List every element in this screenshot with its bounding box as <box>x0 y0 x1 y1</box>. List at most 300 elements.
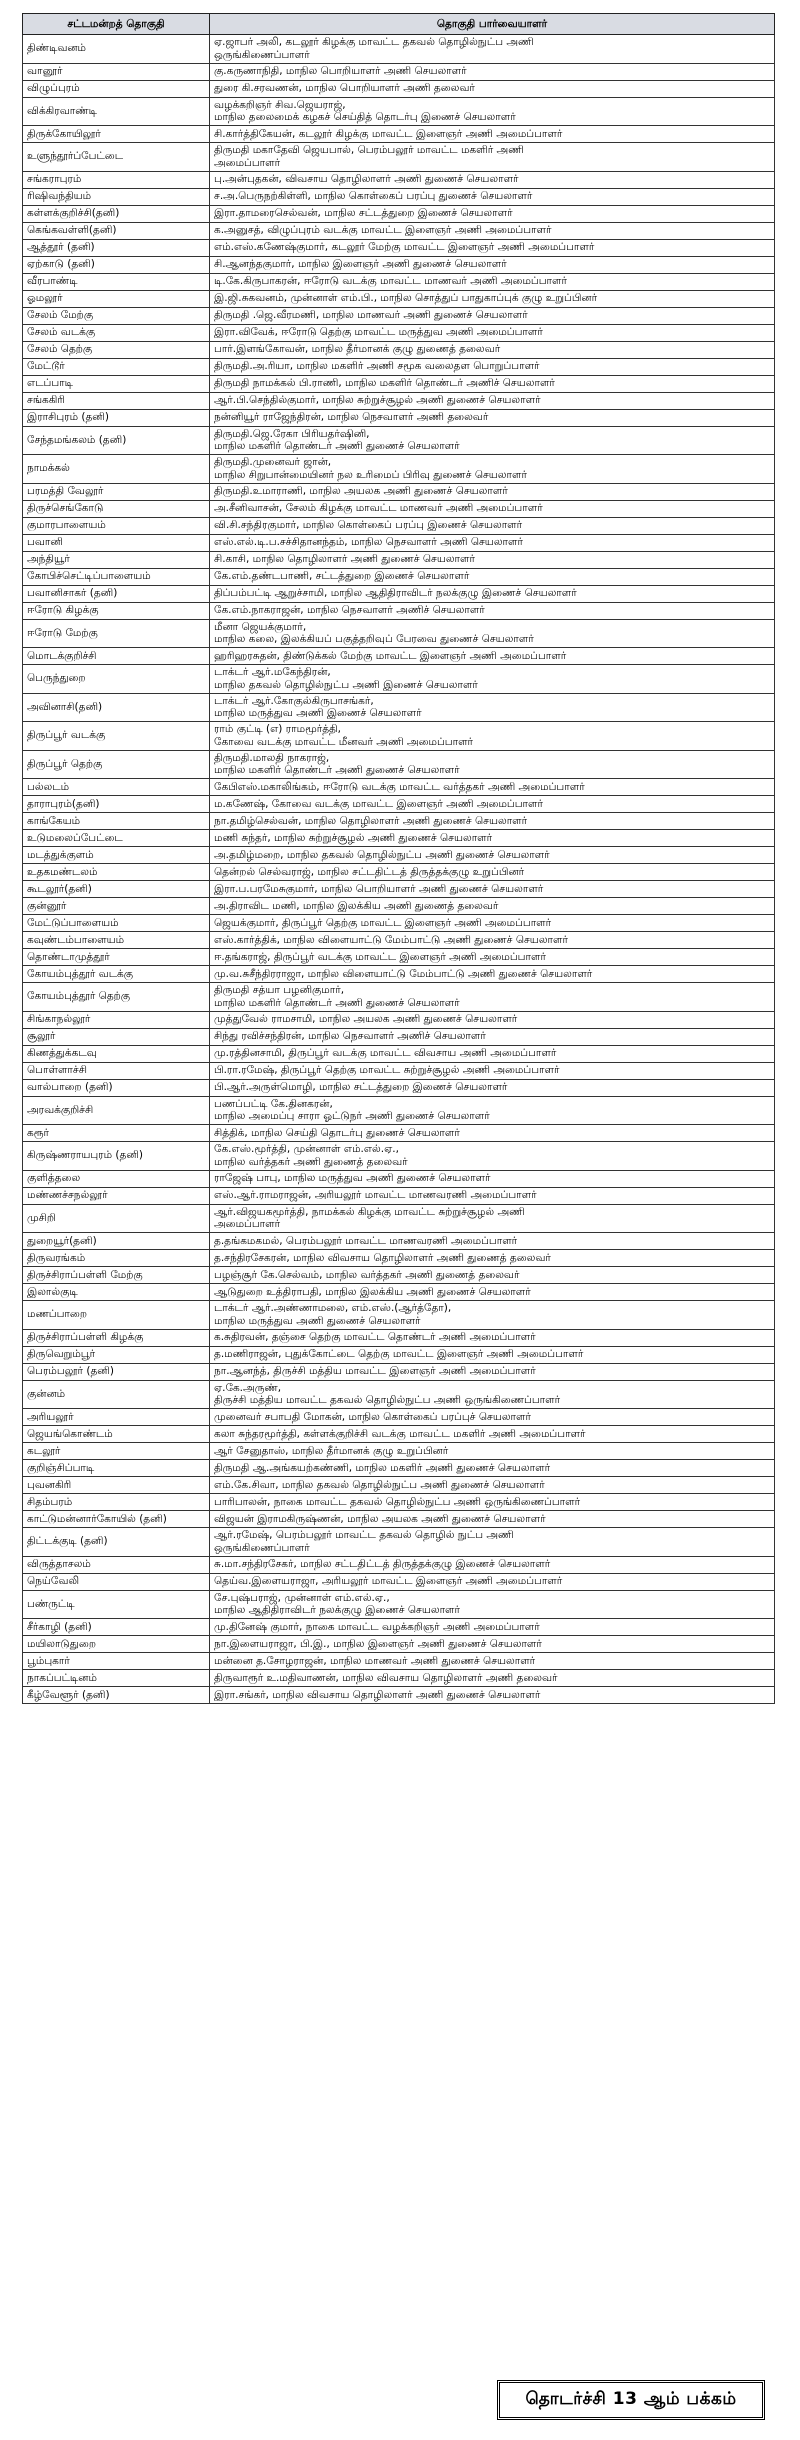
observer-cell <box>210 722 775 751</box>
constituency-cell: சூலூர் <box>23 1028 210 1045</box>
constituency-cell: குன்னூர் <box>23 898 210 915</box>
observer-cell <box>210 1670 775 1687</box>
constituency-cell: இராசிபுரம் (தனி) <box>23 409 210 426</box>
table-row <box>23 898 775 915</box>
observer-cell <box>210 1187 775 1204</box>
observer-cell <box>210 1443 775 1460</box>
observer-line: ஆர்.ரமேஷ், பெரம்பலூர் மாவட்ட தகவல் தொழில் நுட்ப அணி <box>214 1529 514 1542</box>
constituency-cell: குளித்தலை <box>23 1170 210 1187</box>
table-row <box>23 1062 775 1079</box>
observer-cell <box>210 1250 775 1267</box>
observer-line: தெய்வ.இளையராஜா, அரியலூர் மாவட்ட இளைஞர் அணி அமைப்பாளர் <box>214 1575 563 1588</box>
observer-cell <box>210 1079 775 1096</box>
observer-line: கோவை வடக்கு மாவட்ட மீனவர் அணி அமைப்பாளர் <box>214 735 474 748</box>
table-row <box>23 1301 775 1330</box>
constituency-cell: சேலம் தெற்கு <box>23 341 210 358</box>
constituency-cell: கூடலூர்(தனி) <box>23 881 210 898</box>
table-row <box>23 847 775 864</box>
observer-line: த.சந்திரசேகரன், மாநில விவசாய தொழிலாளர் அணி துணைத் தலைவர் <box>214 1251 551 1264</box>
table-row <box>23 171 775 188</box>
constituency-cell: முசிறி <box>23 1204 210 1233</box>
observer-line: திருமதி சத்யா பழனிகுமார், <box>214 984 345 997</box>
table-row <box>23 1494 775 1511</box>
observer-cell <box>210 143 775 172</box>
table-row <box>23 63 775 80</box>
table-row <box>23 813 775 830</box>
constituency-cell: பல்லடம் <box>23 779 210 796</box>
observer-cell <box>210 966 775 983</box>
observer-cell <box>210 205 775 222</box>
constituency-cell: திருப்பூர் வடக்கு <box>23 722 210 751</box>
observer-line: கே.எஸ்.மூர்த்தி, முன்னாள் எம்.எல்.ஏ., <box>214 1143 399 1156</box>
table-row <box>23 455 775 484</box>
observer-cell <box>210 483 775 500</box>
table-row <box>23 392 775 409</box>
constituency-cell: திண்டிவனம் <box>23 35 210 64</box>
table-row <box>23 1011 775 1028</box>
observer-cell <box>210 750 775 779</box>
constituency-cell: சங்ககிரி <box>23 392 210 409</box>
constituency-cell: சிதம்பரம் <box>23 1494 210 1511</box>
observer-cell <box>210 1511 775 1528</box>
constituency-cell: திட்டக்குடி (தனி) <box>23 1528 210 1557</box>
observer-cell <box>210 813 775 830</box>
header-observer: தொகுதி பார்வையாளர் <box>210 14 775 35</box>
observer-cell <box>210 341 775 358</box>
observer-line: இரா.சங்கர், மாநில விவசாய தொழிலாளர் அணி துணைச் செயலாளர் <box>214 1688 541 1701</box>
constituency-cell: மேட்டுப்பாளையம் <box>23 915 210 932</box>
table-row <box>23 722 775 751</box>
observer-line: நா.தமிழ்செல்வன், மாநில தொழிலாளர் அணி துணைச் செயலாளர் <box>214 814 528 827</box>
constituency-cell: பெருந்துறை <box>23 665 210 694</box>
constituency-cell: சேலம் மேற்கு <box>23 307 210 324</box>
table-row <box>23 1443 775 1460</box>
observer-cell <box>210 1426 775 1443</box>
constituency-cell: திருச்செங்கோடு <box>23 500 210 517</box>
table-row <box>23 1619 775 1636</box>
observer-cell <box>210 1346 775 1363</box>
observer-cell <box>210 409 775 426</box>
table-row <box>23 1079 775 1096</box>
observer-line: பு.அன்புதகன், விவசாய தொழிலாளர் அணி துணைச் செயலாளர் <box>214 173 519 186</box>
observer-line: திருமதி .ஜெ.வீரமணி, மாநில மாணவர் அணி துணைச் செயலாளர் <box>214 309 528 322</box>
table-row <box>23 1329 775 1346</box>
observer-line: மு.ரத்தினசாமி, திருப்பூர் வடக்கு மாவட்ட விவசாய அணி அமைப்பாளர் <box>214 1047 557 1060</box>
table-row <box>23 1250 775 1267</box>
observer-line: பி.ரா.ரமேஷ், திருப்பூர் தெற்கு மாவட்ட சுற்றுச்சூழல் அணி அமைப்பாளர் <box>214 1064 560 1077</box>
observer-line: ஹரிஹரசுதன், திண்டுக்கல் மேற்கு மாவட்ட இளைஞர் அணி அமைப்பாளர் <box>214 649 567 662</box>
observer-cell <box>210 602 775 619</box>
constituency-cell: குன்னம் <box>23 1380 210 1409</box>
constituency-cell: கள்ளக்குறிச்சி(தனி) <box>23 205 210 222</box>
observer-line: எஸ்.ஆர்.ராமராஜன், அரியலூர் மாவட்ட மாணவரணி அமைப்பாளர் <box>214 1189 537 1202</box>
constituency-cell: வீரபாண்டி <box>23 273 210 290</box>
constituency-cell: வானூர் <box>23 63 210 80</box>
table-row <box>23 1096 775 1125</box>
observer-cell <box>210 1409 775 1426</box>
observer-cell <box>210 188 775 205</box>
observer-line: பி.ஆர்.அருள்மொழி, மாநில சட்டத்துறை இணைச் செயலாளர் <box>214 1081 508 1094</box>
observer-line: துரை கி.சரவணன், மாநில பொறியாளர் அணி தலைவர் <box>214 82 475 95</box>
table-row <box>23 1687 775 1704</box>
table-row <box>23 1142 775 1171</box>
table-row <box>23 585 775 602</box>
constituency-cell: நாமக்கல் <box>23 455 210 484</box>
table-row <box>23 1363 775 1380</box>
table-row <box>23 779 775 796</box>
observer-cell <box>210 1125 775 1142</box>
observer-line: மாநில மருத்துவ அணி இணைச் செயலாளர் <box>214 707 422 720</box>
observer-line: மு.தினேஷ் குமார், நாகை மாவட்ட வழக்கறிஞர் அணி அமைப்பாளர் <box>214 1620 540 1633</box>
observer-cell <box>210 375 775 392</box>
observer-line: கே.எம்.நாகராஜன், மாநில நெசவாளர் அணிச் செயலாளர் <box>214 604 485 617</box>
observer-line: ஏ.கே.அருண், <box>214 1381 282 1394</box>
observer-line: சே.புஷ்பராஜ், முன்னாள் எம்.எல்.ஏ., <box>214 1591 390 1604</box>
observer-line: மாநில தகவல் தொழில்நுட்ப அணி இணைச் செயலாளர் <box>214 678 478 691</box>
constituency-cell: உடுமலைப்பேட்டை <box>23 830 210 847</box>
constituency-cell: திருப்பூர் தெற்கு <box>23 750 210 779</box>
observer-cell <box>210 619 775 648</box>
table-row <box>23 239 775 256</box>
observer-line: இரா.தாமரைசெல்வன், மாநில சட்டத்துறை இணைச் செயலாளர் <box>214 207 513 220</box>
constituency-cell: ஏற்காடு (தனி) <box>23 256 210 273</box>
observer-cell <box>210 1477 775 1494</box>
constituency-cell: பொள்ளாச்சி <box>23 1062 210 1079</box>
constituency-cell: திருச்சிராப்பள்ளி மேற்கு <box>23 1267 210 1284</box>
constituency-cell: புவனகிரி <box>23 1477 210 1494</box>
constituency-cell: திருச்சிராப்பள்ளி கிழக்கு <box>23 1329 210 1346</box>
observer-line: மு.வ.சுசீந்திரராஜா, மாநில விளையாட்டு மேம்பாட்டு அணி துணைச் செயலாளர் <box>214 967 593 980</box>
observer-cell <box>210 80 775 97</box>
table-row <box>23 307 775 324</box>
constituency-cell: ஈரோடு மேற்கு <box>23 619 210 648</box>
table-body <box>23 35 775 1704</box>
constituency-cell: மயிலாடுதுறை <box>23 1636 210 1653</box>
observer-line: க.சுதிரவன், தஞ்சை தெற்கு மாவட்ட தொண்டர் அணி அமைப்பாளர் <box>214 1331 536 1344</box>
observer-line: சு.மா.சந்திரசேகர், மாநில சட்டதிட்டத் திருத்தக்குழு இணைச் செயலாளர் <box>214 1558 551 1571</box>
constituency-cell: தாராபுரம்(தனி) <box>23 796 210 813</box>
observer-line: ராஜேஷ் பாபு, மாநில மருத்துவ அணி துணைச் செயலாளர் <box>214 1172 491 1185</box>
observer-line: மாநில மருத்துவ அணி துணைச் செயலாளர் <box>214 1314 421 1327</box>
observer-cell <box>210 1045 775 1062</box>
observer-line: ஒருங்கிணைப்பாளர் <box>214 48 310 61</box>
observer-cell <box>210 324 775 341</box>
observer-line: சி.ஆனந்தகுமார், மாநில இளைஞர் அணி துணைச் செயலாளர் <box>214 258 507 271</box>
table-row <box>23 796 775 813</box>
table-row <box>23 1346 775 1363</box>
observer-line: ஜெயக்குமார், திருப்பூர் தெற்கு மாவட்ட இளைஞர் அணி அமைப்பாளர் <box>214 916 552 929</box>
constituency-cell: பண்ருட்டி <box>23 1590 210 1619</box>
constituency-cell: காட்டுமன்னார்கோயில் (தனி) <box>23 1511 210 1528</box>
observer-line: மாநில மகளிர் தொண்டர் அணி துணைச் செயலாளர் <box>214 764 460 777</box>
table-row <box>23 358 775 375</box>
observer-line: க.அனுசத், விழுப்புரம் வடக்கு மாவட்ட இளைஞர் அணி அமைப்பாளர் <box>214 224 552 237</box>
observer-cell <box>210 568 775 585</box>
table-row <box>23 1670 775 1687</box>
observer-line: இரா.விவேக், ஈரோடு தெற்கு மாவட்ட மருத்துவ அணி அமைப்பாளர் <box>214 326 543 339</box>
table-row <box>23 188 775 205</box>
observer-line: அ.தமிழ்மறை, மாநில தகவல் தொழில்நுட்ப அணி துணைச் செயலாளர் <box>214 848 550 861</box>
table-row <box>23 915 775 932</box>
table-row <box>23 80 775 97</box>
table-row <box>23 205 775 222</box>
observer-line: மாநில கலை, இலக்கியப் பகுத்தறிவுப் பேரவை துணைச் செயலாளர் <box>214 633 534 646</box>
constituency-cell: கெங்கவள்ளி(தனி) <box>23 222 210 239</box>
header-constituency: சட்டமன்றத் தொகுதி <box>23 14 210 35</box>
observer-line: மீனா ஜெயக்குமார், <box>214 620 307 633</box>
observer-cell <box>210 932 775 949</box>
table-row <box>23 324 775 341</box>
observer-line: கு.கருணாநிதி, மாநில பொறியாளர் அணி செயலாளர் <box>214 65 467 78</box>
table-row <box>23 483 775 500</box>
observer-line: திருமதி.அ.ரியா, மாநில மகளிர் அணி சமூக வலைதள பொறுப்பாளர் <box>214 360 540 373</box>
observer-cell <box>210 1142 775 1171</box>
table-row <box>23 750 775 779</box>
observer-cell <box>210 1062 775 1079</box>
observer-cell <box>210 534 775 551</box>
observer-line: வி.சி.சந்திரகுமார், மாநில கொள்கைப் பரப்பு இணைச் செயலாளர் <box>214 519 523 532</box>
observer-line: ஆடுதுறை உத்திராபதி, மாநில இலக்கிய அணி துணைச் செயலாளர் <box>214 1285 531 1298</box>
observer-cell <box>210 392 775 409</box>
constituency-cell: பவானிசாகர் (தனி) <box>23 585 210 602</box>
observer-cell <box>210 1301 775 1330</box>
observer-line: கலா சுந்தரமூர்த்தி, கள்ளக்குறிச்சி வடக்கு மாவட்ட மகளிர் அணி அமைப்பாளர் <box>214 1427 586 1440</box>
observer-cell <box>210 290 775 307</box>
table-row <box>23 1636 775 1653</box>
table-row <box>23 648 775 665</box>
observer-cell <box>210 1170 775 1187</box>
table-row <box>23 534 775 551</box>
constituency-cell: குறிஞ்சிப்பாடி <box>23 1460 210 1477</box>
observer-line: மன்னை த.சோழராஜன், மாநில மாணவர் அணி துணைச் செயலாளர் <box>214 1654 536 1667</box>
observer-line: ராம் குட்டி (எ) ராமமூர்த்தி, <box>214 723 341 736</box>
observer-cell <box>210 1653 775 1670</box>
table-row <box>23 949 775 966</box>
constituency-cell: வால்பாறை (தனி) <box>23 1079 210 1096</box>
observer-line: நன்னியூர் ராஜேந்திரன், மாநில நெசவாளர் அணி தலைவர் <box>214 411 489 424</box>
constituency-cell: கிருஷ்ணராயபுரம் (தனி) <box>23 1142 210 1171</box>
table-row <box>23 35 775 64</box>
table-row <box>23 1590 775 1619</box>
observer-line: வழக்கறிஞர் சிவ.ஜெயராஜ், <box>214 98 346 111</box>
observer-cell <box>210 665 775 694</box>
observer-line: திருவாரூர் உ.மதிவாணன், மாநில விவசாய தொழிலாளர் அணி தலைவர் <box>214 1671 558 1684</box>
table-row <box>23 864 775 881</box>
constituency-cell: சேந்தமங்கலம் (தனி) <box>23 426 210 455</box>
observer-line: எஸ்.கார்த்திக், மாநில விளையாட்டு மேம்பாட்டு அணி துணைச் செயலாளர் <box>214 933 568 946</box>
constituency-cell: சேலம் வடக்கு <box>23 324 210 341</box>
observer-line: பாரிபாலன், நாகை மாவட்ட தகவல் தொழில்நுட்ப அணி ஒருங்கிணைப்பாளர் <box>214 1495 581 1508</box>
observer-cell <box>210 1556 775 1573</box>
observer-line: ஆர்.விஜயகமூர்த்தி, நாமக்கல் கிழக்கு மாவட்ட சுற்றுச்சூழல் அணி <box>214 1205 525 1218</box>
observer-line: எம்.எஸ்.கணேஷ்குமார், கடலூர் மேற்கு மாவட்ட இளைஞர் அணி அமைப்பாளர் <box>214 241 595 254</box>
observer-line: த.மணிராஜன், புதுக்கோட்டை தெற்கு மாவட்ட இளைஞர் அணி அமைப்பாளர் <box>214 1348 584 1361</box>
observer-line: மாநில மகளிர் தொண்டர் அணி துணைச் செயலாளர் <box>214 440 460 453</box>
table-row <box>23 568 775 585</box>
observer-line: மாநில மகளிர் தொண்டர் அணி துணைச் செயலாளர் <box>214 996 460 1009</box>
observer-line: டி.கே.கிருபாகரன், ஈரோடு வடக்கு மாவட்ட மாணவர் அணி அமைப்பாளர் <box>214 275 567 288</box>
observer-cell <box>210 1096 775 1125</box>
table-row <box>23 409 775 426</box>
observer-cell <box>210 1028 775 1045</box>
observer-line: பார்.இளங்கோவன், மாநில தீர்மானக் குழு துணைத் தலைவர் <box>214 343 501 356</box>
constituency-cell: மொடக்குறிச்சி <box>23 648 210 665</box>
constituency-cell: திருவெறும்பூர் <box>23 1346 210 1363</box>
observer-line: அமைப்பாளர் <box>214 156 281 169</box>
table-row <box>23 1477 775 1494</box>
observer-cell <box>210 171 775 188</box>
table-row <box>23 881 775 898</box>
table-row <box>23 1528 775 1557</box>
constituency-cell: கரூர் <box>23 1125 210 1142</box>
constituency-cell: மேட்டூர் <box>23 358 210 375</box>
observer-cell <box>210 693 775 722</box>
constituency-cell: ஈரோடு கிழக்கு <box>23 602 210 619</box>
constituency-cell: சீர்காழி (தனி) <box>23 1619 210 1636</box>
observer-cell <box>210 1619 775 1636</box>
constituency-cell: பரமத்தி வேலூர் <box>23 483 210 500</box>
constituency-cell: குமாரபாளையம் <box>23 517 210 534</box>
table-row <box>23 551 775 568</box>
observer-cell <box>210 1329 775 1346</box>
constituency-cell: அரியலூர் <box>23 1409 210 1426</box>
table-row <box>23 375 775 392</box>
table-row <box>23 426 775 455</box>
table-row <box>23 966 775 983</box>
observer-line: நா.ஆனந்த், திருச்சி மத்திய மாவட்ட இளைஞர் அணி அமைப்பாளர் <box>214 1365 536 1378</box>
observer-cell <box>210 898 775 915</box>
observer-cell <box>210 426 775 455</box>
observer-line: கேபிஎஸ்.மகாலிங்கம், ஈரோடு வடக்கு மாவட்ட வர்த்தகர் அணி அமைப்பாளர் <box>214 780 585 793</box>
observer-cell <box>210 273 775 290</box>
observer-cell <box>210 551 775 568</box>
observer-line: ஒருங்கிணைப்பாளர் <box>214 1541 310 1554</box>
observer-line: இ.ஜி.சுகவனம், முன்னாள் எம்.பி., மாநில சொத்துப் பாதுகாப்புக் குழு உறுப்பினர் <box>214 292 598 305</box>
observer-cell <box>210 126 775 143</box>
table-row <box>23 517 775 534</box>
observer-cell <box>210 881 775 898</box>
constituency-cell: உதகமண்டலம் <box>23 864 210 881</box>
table-row <box>23 1267 775 1284</box>
observer-line: திருமதி.ஜெ.ரேகா பிரியதர்ஷினி, <box>214 427 370 440</box>
constituency-cell: பெரம்பலூர் (தனி) <box>23 1363 210 1380</box>
constituency-cell: கீழ்வேளூர் (தனி) <box>23 1687 210 1704</box>
observer-line: திருச்சி மத்திய மாவட்ட தகவல் தொழில்நுட்ப அணி ஒருங்கிணைப்பாளர் <box>214 1394 561 1407</box>
observer-line: நா.இளையராஜா, பி.இ., மாநில இளைஞர் அணி துணைச் செயலாளர் <box>214 1637 542 1650</box>
constituency-cell: மடத்துக்குளம் <box>23 847 210 864</box>
observer-cell <box>210 1460 775 1477</box>
table-row <box>23 1653 775 1670</box>
observer-list-sheet <box>22 13 774 1704</box>
observer-line: மாநில ஆதிதிராவிடர் நலக்குழு இணைச் செயலாளர் <box>214 1604 461 1617</box>
table-row <box>23 1426 775 1443</box>
constituency-cell: எடப்பாடி <box>23 375 210 392</box>
constituency-cell: பவானி <box>23 534 210 551</box>
observer-line: மாநில சிறுபான்மையினர் நல உரிமைப் பிரிவு துணைச் செயலாளர் <box>214 468 527 481</box>
observer-line: சிந்து ரவிச்சந்திரன், மாநில நெசவாளர் அணிச் செயலாளர் <box>214 1030 486 1043</box>
table-row <box>23 693 775 722</box>
observer-cell <box>210 1687 775 1704</box>
table-row <box>23 97 775 126</box>
observer-line: ம.கணேஷ், கோவை வடக்கு மாவட்ட இளைஞர் அணி அமைப்பாளர் <box>214 797 543 810</box>
constituency-cell: உளுந்தூர்ப்பேட்டை <box>23 143 210 172</box>
table-row <box>23 1409 775 1426</box>
observer-table <box>22 13 775 1704</box>
table-row <box>23 1170 775 1187</box>
constituency-cell: கடலூர் <box>23 1443 210 1460</box>
observer-cell <box>210 915 775 932</box>
observer-line: தென்றல் செல்வராஜ், மாநில சட்டதிட்டத் திருத்தக்குழு உறுப்பினர் <box>214 865 525 878</box>
observer-cell <box>210 796 775 813</box>
constituency-cell: சிங்காநல்லூர் <box>23 1011 210 1028</box>
constituency-cell: துறையூர்(தனி) <box>23 1233 210 1250</box>
constituency-cell: திருக்கோயிலூர் <box>23 126 210 143</box>
table-row <box>23 1556 775 1573</box>
table-row <box>23 1511 775 1528</box>
observer-line: சித்திக், மாநில செய்தி தொடர்பு துணைச் செயலாளர் <box>214 1126 460 1139</box>
constituency-cell: அரவக்குறிச்சி <box>23 1096 210 1125</box>
observer-cell <box>210 35 775 64</box>
observer-line: திருமதி மகாதேவி ஜெயபால், பெரம்பலூர் மாவட்ட மகளிர் அணி <box>214 144 524 157</box>
constituency-cell: விக்கிரவாண்டி <box>23 97 210 126</box>
observer-line: திப்பம்பட்டி ஆறுச்சாமி, மாநில ஆதிதிராவிடர் நலக்குழு இணைச் செயலாளர் <box>214 587 577 600</box>
observer-line: மணி சுந்தர், மாநில சுற்றுச்சூழல் அணி துணைச் செயலாளர் <box>214 831 493 844</box>
observer-line: சி.காசி, மாநில தொழிலாளர் அணி துணைச் செயலாளர் <box>214 553 476 566</box>
observer-cell <box>210 1204 775 1233</box>
observer-cell <box>210 1011 775 1028</box>
observer-line: இரா.ப.பரமேசுகுமார், மாநில பொறியாளர் அணி துணைச் செயலாளர் <box>214 882 544 895</box>
constituency-cell: மண்ணச்சநல்லூர் <box>23 1187 210 1204</box>
observer-line: அமைப்பாளர் <box>214 1218 281 1231</box>
observer-line: மாநில வர்த்தகர் அணி துணைத் தலைவர் <box>214 1155 408 1168</box>
observer-line: முனைவர் சபாபதி மோகன், மாநில கொள்கைப் பரப்புச் செயலாளர் <box>214 1410 531 1423</box>
constituency-cell: கிணத்துக்கடவு <box>23 1045 210 1062</box>
observer-cell <box>210 585 775 602</box>
observer-cell <box>210 358 775 375</box>
table-row <box>23 1460 775 1477</box>
constituency-cell: ஆத்தூர் (தனி) <box>23 239 210 256</box>
table-row <box>23 619 775 648</box>
constituency-cell: இலால்குடி <box>23 1284 210 1301</box>
observer-cell <box>210 1494 775 1511</box>
observer-cell <box>210 1528 775 1557</box>
observer-line: அ.சீனிவாசன், சேலம் கிழக்கு மாவட்ட மாணவர் அணி அமைப்பாளர் <box>214 502 543 515</box>
table-row <box>23 665 775 694</box>
table-row <box>23 500 775 517</box>
table-header-row <box>23 14 775 35</box>
observer-line: திருமதி ஆ.அங்கயற்கண்ணி, மாநில மகளிர் அணி துணைச் செயலாளர் <box>214 1461 551 1474</box>
observer-line: பணப்பட்டி கே.தினகரன், <box>214 1097 333 1110</box>
observer-cell <box>210 239 775 256</box>
observer-cell <box>210 864 775 881</box>
table-row <box>23 1284 775 1301</box>
observer-cell <box>210 500 775 517</box>
constituency-cell: திருவரங்கம் <box>23 1250 210 1267</box>
observer-line: முத்துவேல் ராமசாமி, மாநில அயலக அணி துணைச் செயலாளர் <box>214 1013 518 1026</box>
table-row <box>23 983 775 1012</box>
table-row <box>23 126 775 143</box>
observer-line: திருமதி.மாலதி நாகராஜ், <box>214 751 330 764</box>
continued-on-page-box: தொடர்ச்சி 13 ஆம் பக்கம் <box>497 2380 765 2420</box>
table-row <box>23 1125 775 1142</box>
observer-cell <box>210 63 775 80</box>
observer-cell <box>210 256 775 273</box>
constituency-cell: மணப்பாறை <box>23 1301 210 1330</box>
constituency-cell: கவுண்டம்பாளையம் <box>23 932 210 949</box>
observer-cell <box>210 847 775 864</box>
table-row <box>23 602 775 619</box>
observer-cell <box>210 1233 775 1250</box>
